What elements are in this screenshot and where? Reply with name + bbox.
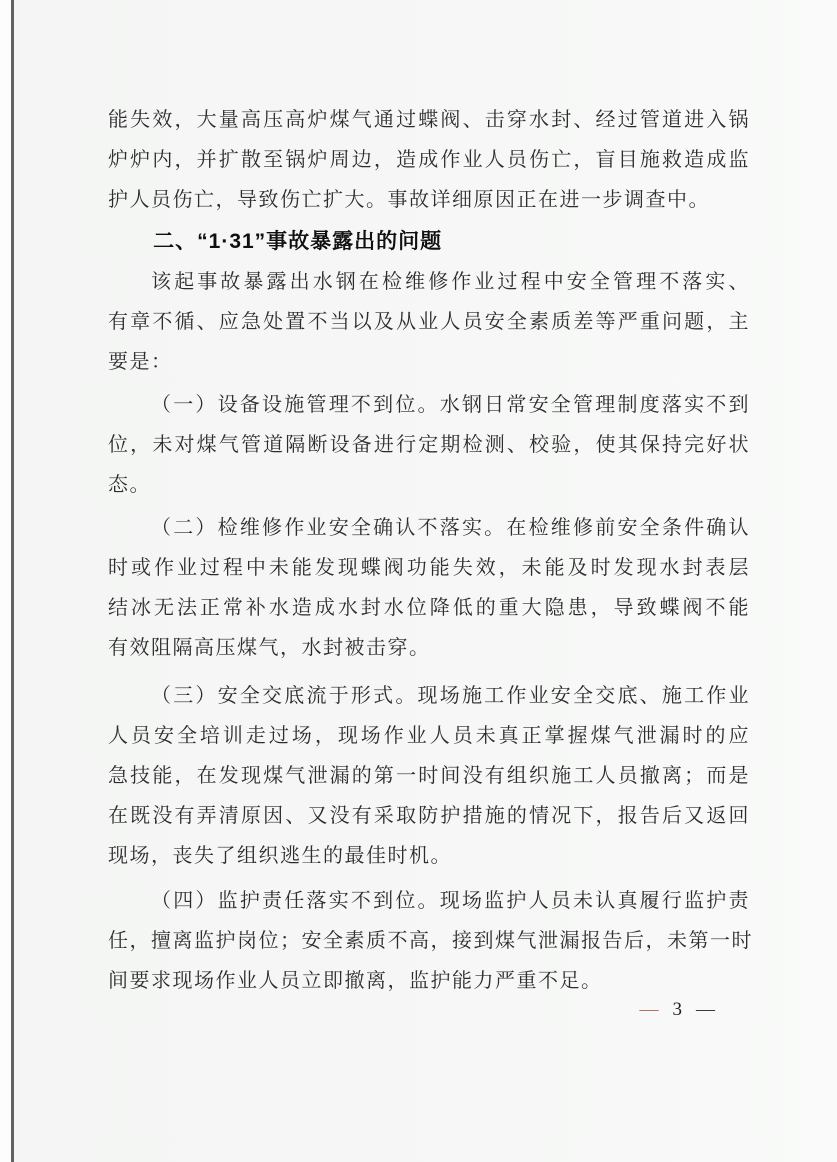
paragraph <box>108 881 753 1001</box>
text-line: 该起事故暴露出水钢在检维修作业过程中安全管理不落实、 <box>151 271 750 293</box>
page-number-dash-left: — <box>639 999 659 1020</box>
text-line: 态。 <box>108 474 151 496</box>
text-line: 有章不循、应急处置不当以及从业人员安全素质差等严重问题，主 <box>108 311 750 333</box>
page-number <box>640 996 716 1024</box>
text-line: （四）监护责任落实不到位。现场监护人员未认真履行监护责 <box>151 890 750 912</box>
text-line: 有效阻隔高压煤气，水封被击穿。 <box>108 637 431 659</box>
text-line: 结冰无法正常补水造成水封水位降低的重大隐患，导致蝶阀不能 <box>108 597 750 619</box>
text-line: 人员安全培训走过场，现场作业人员未真正掌握煤气泄漏时的应 <box>108 725 750 747</box>
text-line: 间要求现场作业人员立即撤离，监护能力严重不足。 <box>108 970 603 992</box>
page-left-margin-strip <box>0 0 11 1162</box>
text-line: 能失效，大量高压高炉煤气通过蝶阀、击穿水封、经过管道进入锅 <box>108 109 750 131</box>
document-body <box>108 100 753 1001</box>
text-line: （一）设备设施管理不到位。水钢日常安全管理制度落实不到 <box>151 394 750 416</box>
page-number-value: 3 <box>672 999 682 1020</box>
text-line: 要是： <box>108 351 173 373</box>
paragraph <box>108 676 750 876</box>
text-line: 急技能，在发现煤气泄漏的第一时间没有组织施工人员撤离；而是 <box>108 765 750 787</box>
paragraph <box>108 385 750 505</box>
text-line: 现场，丧失了组织逃生的最佳时机。 <box>108 845 452 867</box>
section <box>108 222 750 262</box>
text-line: 炉炉内，并扩散至锅炉周边，造成作业人员伤亡，盲目施救造成监 <box>108 149 750 171</box>
text-line: 任，擅离监护岗位；安全素质不高，接到煤气泄漏报告后，未第一时 <box>108 930 753 952</box>
paragraph <box>108 262 750 382</box>
text-line: （二）检维修作业安全确认不落实。在检维修前安全条件确认 <box>151 517 750 539</box>
text-line: 位，未对煤气管道隔断设备进行定期检测、校验，使其保持完好状 <box>108 434 750 456</box>
text-line: 在既没有弄清原因、又没有采取防护措施的情况下，报告后又返回 <box>108 805 750 827</box>
paragraph <box>108 100 750 220</box>
section-heading: 二、“1·31”事故暴露出的问题 <box>153 230 443 253</box>
paragraph <box>108 508 750 668</box>
text-line: 护人员伤亡，导致伤亡扩大。事故详细原因正在进一步调查中。 <box>108 189 710 211</box>
scan-binding-edge-line <box>11 0 14 1162</box>
page-number-dash-right: — <box>696 999 715 1020</box>
text-line: （三）安全交底流于形式。现场施工作业安全交底、施工作业 <box>151 685 750 707</box>
text-line: 时或作业过程中未能发现蝶阀功能失效，未能及时发现水封表层 <box>108 557 750 579</box>
